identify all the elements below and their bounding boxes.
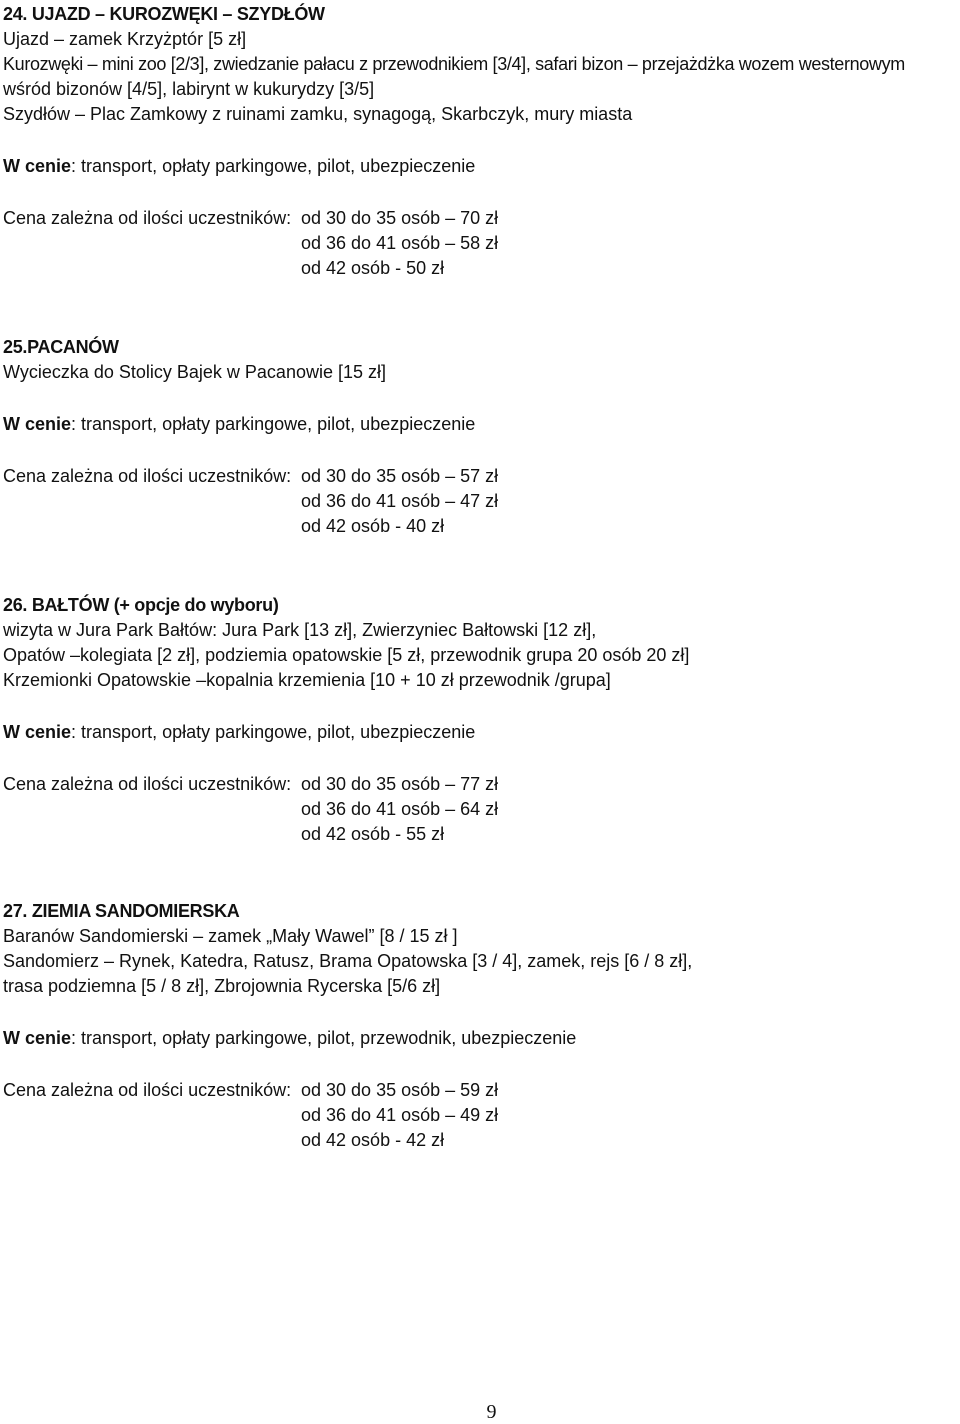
- price-tier: od 42 osób - 55 zł: [301, 824, 445, 844]
- price-label: Cena zależna od ilości uczestników:: [3, 774, 292, 794]
- includes-label: W cenie: [3, 414, 72, 434]
- price-tier: od 36 do 41 osób – 58 zł: [301, 233, 499, 253]
- section-line: Opatów –kolegiata [2 zł], podziemia opatowskie [5 zł, przewodnik grupa 20 osób 20 zł]: [3, 645, 690, 665]
- price-tier: od 30 do 35 osób – 77 zł: [301, 774, 499, 794]
- includes-line: [3, 720, 958, 745]
- price-tier: od 30 do 35 osób – 70 zł: [301, 208, 499, 228]
- price-tier: od 42 osób - 50 zł: [301, 258, 445, 278]
- section-line: Krzemionki Opatowskie –kopalnia krzemienia [10 + 10 zł przewodnik /grupa]: [3, 670, 611, 690]
- price-tier: od 42 osób - 42 zł: [301, 1130, 445, 1150]
- section-line: trasa podziemna [5 / 8 zł], Zbrojownia Rycerska [5/6 zł]: [3, 976, 441, 996]
- price-row: [3, 772, 958, 797]
- section-line: wśród bizonów [4/5], labirynt w kukurydzy [3/5]: [3, 79, 375, 99]
- price-tier: od 30 do 35 osób – 57 zł: [301, 466, 499, 486]
- includes-line: [3, 412, 958, 437]
- section-line: Kurozwęki – mini zoo [2/3], zwiedzanie pałacu z przewodnikiem [3/4], safari bizon – przejażdżka wozem westernowym: [3, 54, 905, 74]
- section-pacanow: [3, 335, 958, 539]
- includes-text: : transport, opłaty parkingowe, pilot, ubezpieczenie: [71, 414, 476, 434]
- section-line: Szydłów – Plac Zamkowy z ruinami zamku, synagogą, Skarbczyk, mury miasta: [3, 104, 633, 124]
- section-title: 25.PACANÓW: [3, 337, 119, 357]
- page-number: 9: [486, 1401, 497, 1423]
- includes-label: W cenie: [3, 1028, 72, 1048]
- includes-label: W cenie: [3, 156, 72, 176]
- includes-text: : transport, opłaty parkingowe, pilot, ubezpieczenie: [71, 156, 476, 176]
- price-tier: od 30 do 35 osób – 59 zł: [301, 1080, 499, 1100]
- section-title: 26. BAŁTÓW (+ opcje do wyboru): [3, 595, 279, 615]
- price-label: Cena zależna od ilości uczestników:: [3, 466, 292, 486]
- price-label: Cena zależna od ilości uczestników:: [3, 208, 292, 228]
- section-title: 27. ZIEMIA SANDOMIERSKA: [3, 901, 240, 921]
- includes-line: [3, 1026, 958, 1051]
- price-row: [3, 206, 958, 231]
- section-line: wizyta w Jura Park Bałtów: Jura Park [13 zł], Zwierzyniec Bałtowski [12 zł],: [3, 620, 597, 640]
- includes-text: : transport, opłaty parkingowe, pilot, ubezpieczenie: [71, 722, 476, 742]
- section-line: Sandomierz – Rynek, Katedra, Ratusz, Brama Opatowska [3 / 4], zamek, rejs [6 / 8 zł],: [3, 951, 693, 971]
- price-tier: od 42 osób - 40 zł: [301, 516, 445, 536]
- section-ujazd: [3, 2, 958, 281]
- includes-line: [3, 154, 958, 179]
- section-baltow: [3, 593, 958, 847]
- price-label: Cena zależna od ilości uczestników:: [3, 1080, 292, 1100]
- price-tier: od 36 do 41 osób – 49 zł: [301, 1105, 499, 1125]
- section-line: Ujazd – zamek Krzyżptór [5 zł]: [3, 29, 247, 49]
- price-row: [3, 1078, 958, 1103]
- section-line: Baranów Sandomierski – zamek „Mały Wawel” [8 / 15 zł ]: [3, 926, 458, 946]
- section-line: Wycieczka do Stolicy Bajek w Pacanowie [15 zł]: [3, 362, 387, 382]
- price-tier: od 36 do 41 osób – 47 zł: [301, 491, 499, 511]
- includes-label: W cenie: [3, 722, 72, 742]
- section-title: 24. UJAZD – KUROZWĘKI – SZYDŁÓW: [3, 4, 325, 24]
- includes-text: : transport, opłaty parkingowe, pilot, przewodnik, ubezpieczenie: [71, 1028, 577, 1048]
- price-tier: od 36 do 41 osób – 64 zł: [301, 799, 499, 819]
- price-row: [3, 464, 958, 489]
- section-ziemia-sandomierska: [3, 899, 958, 1153]
